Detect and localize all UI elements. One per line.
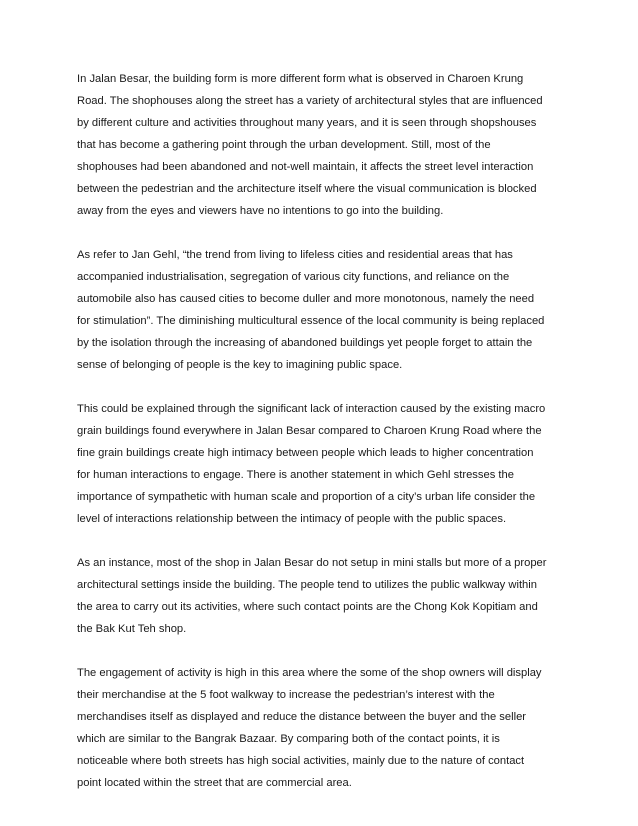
paragraph-2: As refer to Jan Gehl, “the trend from living to lifeless cities and residential areas that has accompanied industrialisation, segregation of various city functions, and reliance on the automobile also has caused cities to become duller and more monotonous, namely the need for stimulation”. The diminishing multicultural essence of the local community is being replaced by the isolation through the increasing of abandoned buildings yet people forget to attain the sense of belonging of people is the key to imagining public space. <box>77 249 545 371</box>
document-body <box>77 68 567 816</box>
paragraph-1: In Jalan Besar, the building form is more different form what is observed in Charoen Krung Road. The shophouses along the street has a variety of architectural styles that are influenced by different culture and activities throughout many years, and it is seen through shopshouses that has become a gathering point through the urban development. Still, most of the shophouses had been abandoned and not-well maintain, it affects the street level interaction between the pedestrian and the architecture itself where the visual communication is blocked away from the eyes and viewers have no intentions to go into the building. <box>77 73 543 217</box>
paragraph-5: The engagement of activity is high in this area where the some of the shop owners will display their merchandise at the 5 foot walkway to increase the pedestrian’s interest with the merchandises itself as displayed and reduce the distance between the buyer and the seller which are similar to the Bangrak Bazaar. By comparing both of the contact points, it is noticeable where both streets has high social activities, mainly due to the nature of contact point located within the street that are commercial area. <box>77 667 542 789</box>
paragraph-3: This could be explained through the significant lack of interaction caused by the existing macro grain buildings found everywhere in Jalan Besar compared to Charoen Krung Road where the fine grain buildings create high intimacy between people which leads to higher concentration for human interactions to engage. There is another statement in which Gehl stresses the importance of sympathetic with human scale and proportion of a city’s urban life consider the level of interactions relationship between the intimacy of people with the public spaces. <box>77 403 546 525</box>
paragraph-4: As an instance, most of the shop in Jalan Besar do not setup in mini stalls but more of a proper architectural settings inside the building. The people tend to utilizes the public walkway within the area to carry out its activities, where such contact points are the Chong Kok Kopitiam and the Bak Kut Teh shop. <box>77 557 547 635</box>
